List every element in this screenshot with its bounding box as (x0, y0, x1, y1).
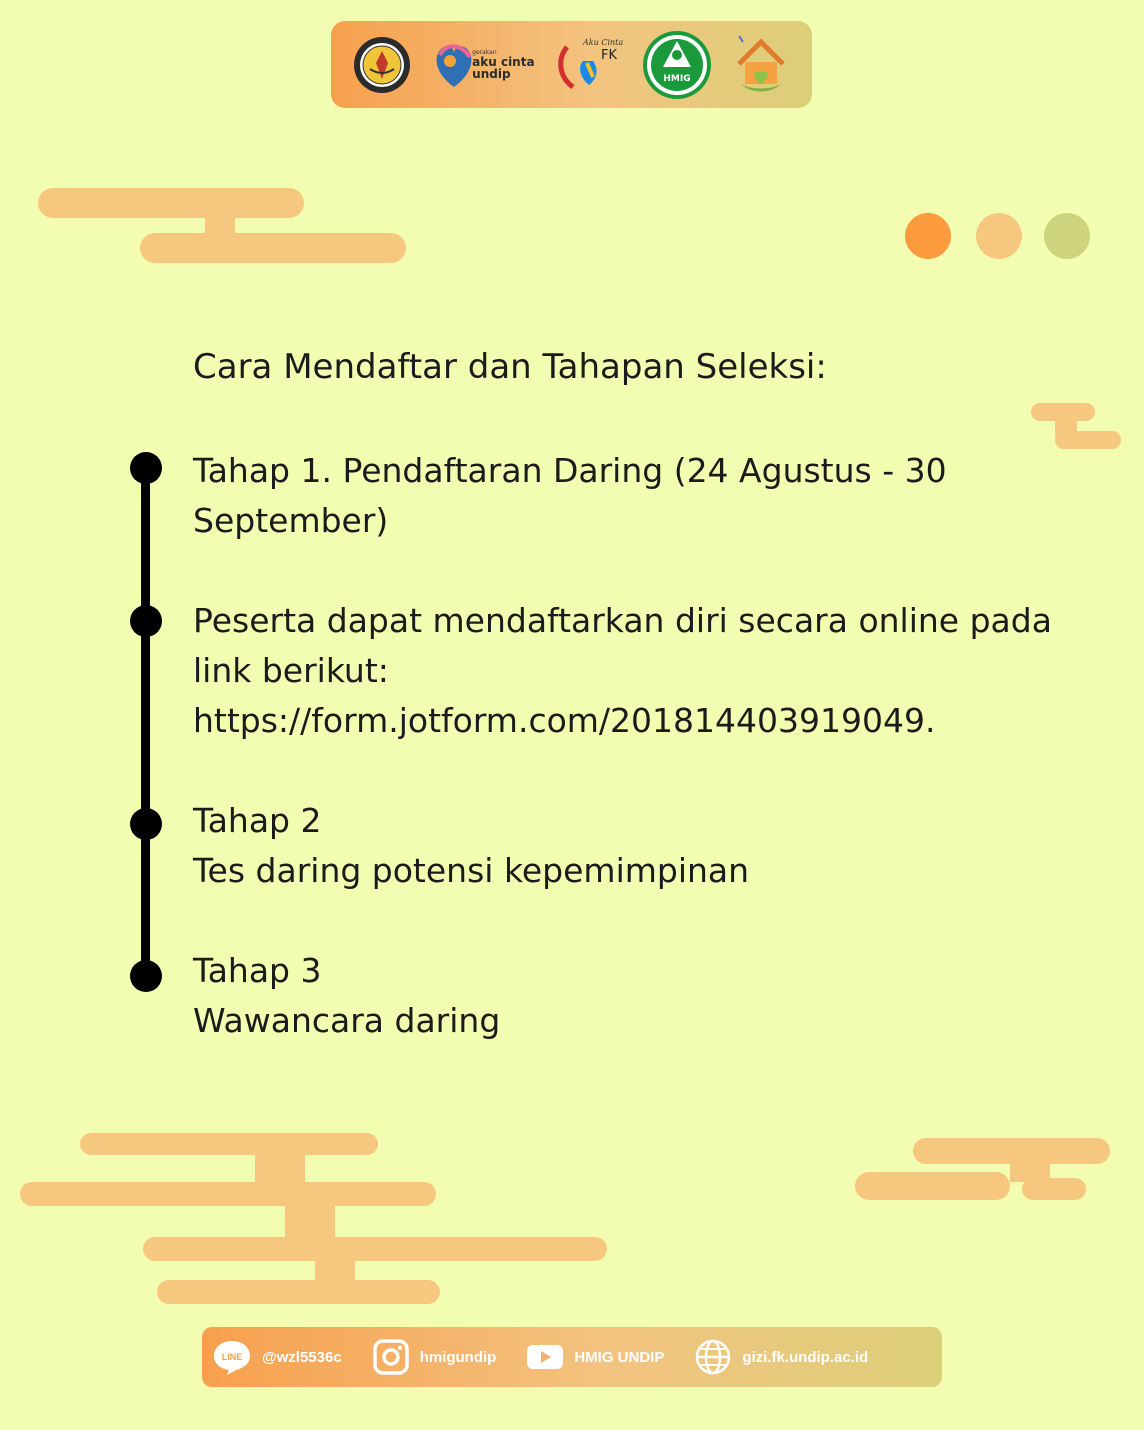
step-title: Tahap 2 (193, 801, 322, 840)
cloud-bar (20, 1182, 436, 1206)
step-title: Tahap 1. Pendaftaran Daring (24 Agustus - 30 (193, 451, 947, 490)
cloud-bar (143, 1237, 607, 1261)
website-url: gizi.fk.undip.ac.id (742, 1348, 869, 1366)
step-2 (193, 596, 1053, 746)
page-title: Cara Mendaftar dan Tahapan Seleksi: (193, 347, 827, 387)
line-account[interactable] (212, 1337, 342, 1377)
step-text: September) (193, 501, 389, 540)
cloud-bar (1055, 431, 1121, 449)
step-text: link berikut: (193, 651, 389, 690)
cloud-bar (855, 1172, 1010, 1200)
line-icon (212, 1337, 252, 1377)
globe-icon (694, 1338, 732, 1376)
undip-seal-logo (352, 35, 412, 95)
youtube-channel-name: HMIG UNDIP (574, 1348, 665, 1366)
timeline-node (130, 808, 162, 840)
youtube-channel[interactable] (526, 1343, 664, 1371)
cloud-bar (80, 1133, 378, 1155)
youtube-icon (526, 1343, 564, 1371)
footer-social-bar (202, 1327, 942, 1387)
svg-text:Aku Cinta: Aku Cinta (582, 37, 623, 47)
svg-text:LINE: LINE (221, 1352, 243, 1362)
cloud-bar (38, 188, 304, 218)
dot-peach (976, 213, 1022, 259)
cloud-bar (140, 233, 406, 263)
cloud-bar (1022, 1178, 1086, 1200)
step-1 (193, 446, 1053, 546)
step-3 (193, 796, 1053, 896)
step-text: Wawancara daring (193, 1001, 501, 1040)
svg-text:FK: FK (600, 47, 617, 63)
dot-orange (905, 213, 951, 259)
timeline-node (130, 605, 162, 637)
step-text: Tes daring potensi kepemimpinan (193, 851, 750, 890)
line-handle: @wzl5536c (262, 1348, 342, 1366)
timeline-node (130, 960, 162, 992)
instagram-icon (372, 1338, 410, 1376)
timeline-node (130, 452, 162, 484)
logo-bar (331, 21, 812, 108)
instagram-handle: hmigundip (419, 1348, 497, 1366)
dot-green (1044, 213, 1090, 259)
timeline-line (141, 467, 150, 977)
website-link[interactable] (694, 1338, 868, 1376)
hmig-logo (641, 29, 713, 101)
cloud-bar (157, 1280, 440, 1304)
step-title: Tahap 3 (193, 951, 322, 990)
step-4 (193, 946, 1053, 1046)
aku-cinta-undip-logo: gerakan aku cinta undip (430, 35, 534, 95)
aku-cinta-fk-logo (553, 33, 623, 97)
instagram-account[interactable] (372, 1338, 497, 1376)
svg-text:HMIG: HMIG (663, 73, 691, 84)
registration-link[interactable]: https://form.jotform.com/201814403919049. (193, 701, 936, 740)
gizi-house-logo (731, 32, 791, 98)
step-text: Peserta dapat mendaftarkan diri secara online pada (193, 601, 1052, 640)
